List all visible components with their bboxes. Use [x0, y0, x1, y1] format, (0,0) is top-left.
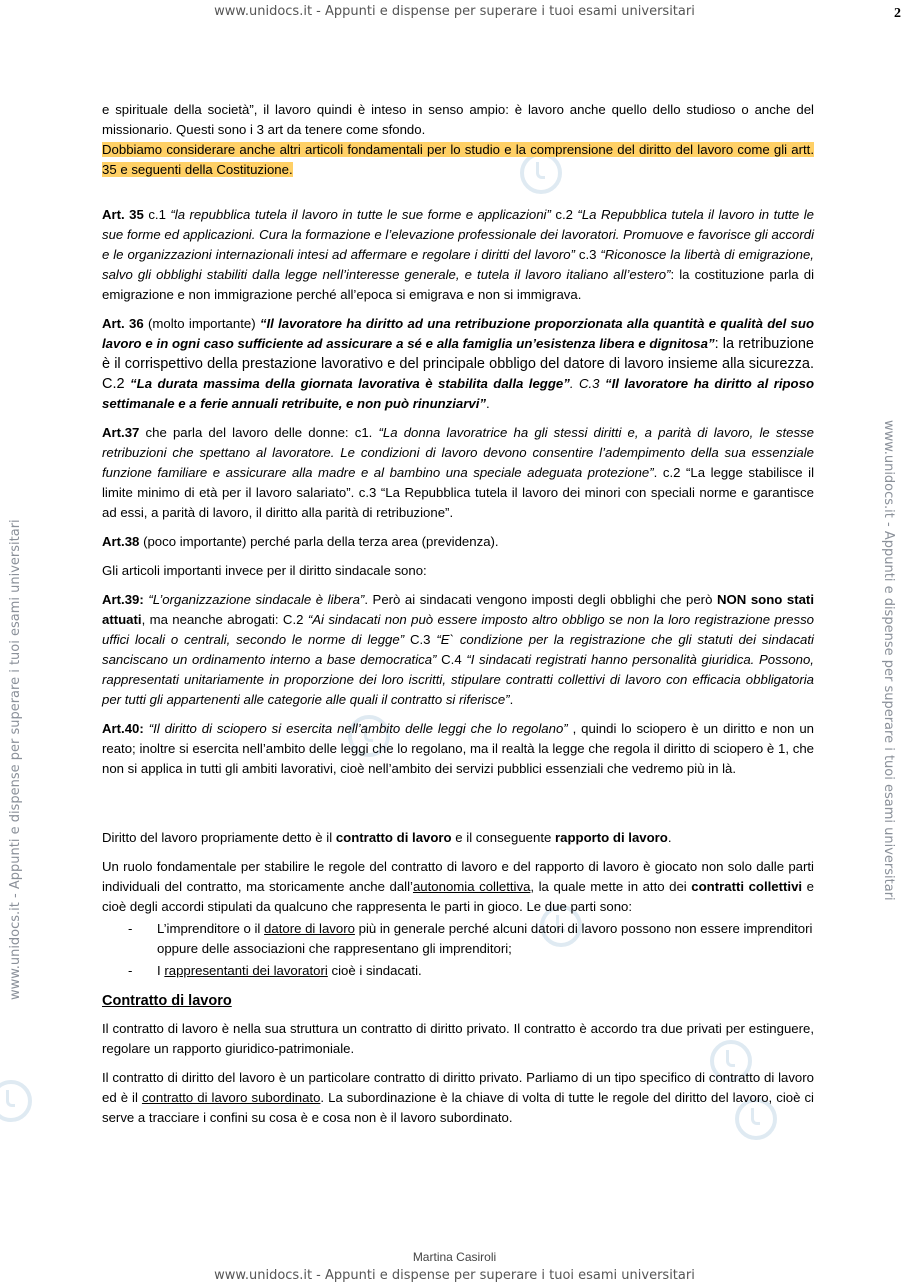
right-side-watermark: www.unidocs.it - Appunti e dispense per superare i tuoi esami universitari [881, 420, 896, 901]
left-side-watermark: www.unidocs.it - Appunti e dispense per superare i tuoi esami universitari [8, 519, 23, 1000]
paragraph-contratto-1: Il contratto di lavoro è nella sua struttura un contratto di diritto privato. Il contratto è accordo tra due privati per estinguere, regolare un rapporto giuridico-patrimoniale. [102, 1021, 814, 1056]
list-item: - I rappresentanti dei lavoratori cioè i sindacati. [128, 963, 422, 978]
paragraph-art37: Art.37 che parla del lavoro delle donne: c1. “La donna lavoratrice ha gli stessi diritti e, a parità di lavoro, le stesse retribuzioni che spettano al lavoratore. Le condizioni di lavoro devono consentire l’adempimento della sua essenziale funzione familiare e assicurare alla madre e al bambino una speciale adeguata protezione”. c.2 “La legge stabilisce il limite minimo di età per il lavoro salariato”. c.3 “La Repubblica tutela il lavoro dei minori con speciali norme e garantisce ad essi, a parità di lavoro, il diritto alla parità di retribuzione”. [102, 425, 814, 520]
watermark-logo-icon [0, 1080, 32, 1122]
paragraph-intro: e spirituale della società”, il lavoro quindi è inteso in senso ampio: è lavoro anche quello dello studioso o anche del missionario. Questi sono i 3 art da tenere come sfondo. Dobbiamo considerare anche altri articoli fondamentali per lo studio e la comprensione del diritto del lavoro come gli artt. 35 e seguenti della Costituzione. [102, 102, 814, 177]
author-footer: Martina Casiroli [412, 1250, 497, 1264]
paragraph-contratto-2: Il contratto di diritto del lavoro è un particolare contratto di diritto privato. Parliamo di un tipo specifico di contratto di lavoro ed è il contratto di lavoro subordinato. La subordinazione è la chiave di volta di tutte le regole del diritto del lavoro, cioè ci serve a tracciare i confini su cosa è e cosa non è il lavoro subordinato. [102, 1070, 814, 1125]
paragraph-art35: Art. 35 c.1 “la repubblica tutela il lavoro in tutte le sue forme e applicazioni” c.2 “La Repubblica tutela il lavoro in tutte le sue forme ed applicazioni. Cura la formazione e l’elevazione professionale dei lavoratori. Promuove e favorisce gli accordi e le organizzazioni internazionali intesi ad affermare e regolare i diritti del lavoro” c.3 “Riconosce la libertà di emigrazione, salvo gli obblighi stabiliti dalla legge nell’interesse generale, e tutela il lavoro italiano all’estero”: la costituzione parla di emigrazione e non immigrazione perché all’epoca si emigrava e non si immigrava. [102, 207, 815, 302]
highlighted-text: Dobbiamo considerare anche altri articoli fondamentali per lo studio e la comprensione del diritto del lavoro come gli artt. 35 e seguenti della Costituzione. [102, 142, 814, 177]
header-watermark: www.unidocs.it - Appunti e dispense per superare i tuoi esami universitari [214, 4, 695, 19]
paragraph-art40: Art.40: “Il diritto di sciopero si esercita nell’ambito delle leggi che lo regolano” , quindi lo sciopero è un diritto e non un reato; inoltre si esercita nell’ambito delle leggi che lo regolano, ma il realtà la legge che regola il diritto di sciopero è 1, che non si applica in tutti gli ambiti lavorativi, cioè nell’ambito dei servizi pubblici essenziali che vedremo più in là. [102, 721, 814, 776]
paragraph-diritto-lavoro: Diritto del lavoro propriamente detto è il contratto di lavoro e il conseguente rapporto di lavoro. [102, 830, 672, 845]
parties-list [102, 919, 814, 981]
paragraph-art39: Art.39: “L’organizzazione sindacale è libera”. Però ai sindacati vengono imposti degli obblighi che però NON sono stati attuati, ma neanche abrogati: C.2 “Ai sindacati non può essere imposto altro obbligo se non la loro registrazione presso uffici locali o centrali, secondo le norme di legge” C.3 “E` condizione per la registrazione che gli statuti dei sindacati sanciscano un ordinamento interno a base democratica” C.4 “I sindacati registrati hanno personalità giuridica. Possono, rappresentati unitariamente in proporzione dei loro iscritti, stipulare contratti collettivi di lavoro con efficacia obbligatoria per tutti gli appartenenti alle categorie alle quali il contratto si riferisce”. [102, 592, 814, 707]
footer-watermark: www.unidocs.it - Appunti e dispense per superare i tuoi esami universitari [214, 1268, 695, 1283]
paragraph-art36: Art. 36 (molto importante) “Il lavoratore ha diritto ad una retribuzione proporzionata alla quantità e qualità del suo lavoro e in ogni caso sufficiente ad assicurare a sé e alla famiglia un’esistenza libera e dignitosa”: la retribuzione è il corrispettivo della prestazione lavorativo e del principale obbligo del datore di lavoro insieme alla sicurezza. C.2 “La durata massima della giornata lavorativa è stabilita dalla legge”. C.3 “Il lavoratore ha diritto al riposo settimanale e a ferie annuali retribuite, e non può rinunziarvi”. [102, 316, 814, 411]
section-heading-contratto: Contratto di lavoro [102, 993, 232, 1009]
paragraph-ruolo: Un ruolo fondamentale per stabilire le regole del contratto di lavoro e del rapporto di lavoro è giocato non solo dalle parti individuali del contratto, ma storicamente anche dall’autonomia collettiva, la quale mette in atto dei contratti collettivi e cioè degli accordi stipulati da qualcuno che rappresenta le parti in gioco. Le due parti sono: [102, 859, 814, 914]
page-number: 2 [894, 6, 901, 21]
paragraph-art38: Art.38 (poco importante) perché parla della terza area (previdenza). [102, 534, 499, 549]
list-item: - L’imprenditore o il datore di lavoro più in generale perché alcuni datori di lavoro possono non essere imprenditori oppure delle associazioni che rappresentano gli imprenditori; [128, 921, 813, 956]
paragraph-intro-sindacale: Gli articoli importanti invece per il diritto sindacale sono: [102, 563, 427, 578]
document-body [102, 100, 814, 1137]
